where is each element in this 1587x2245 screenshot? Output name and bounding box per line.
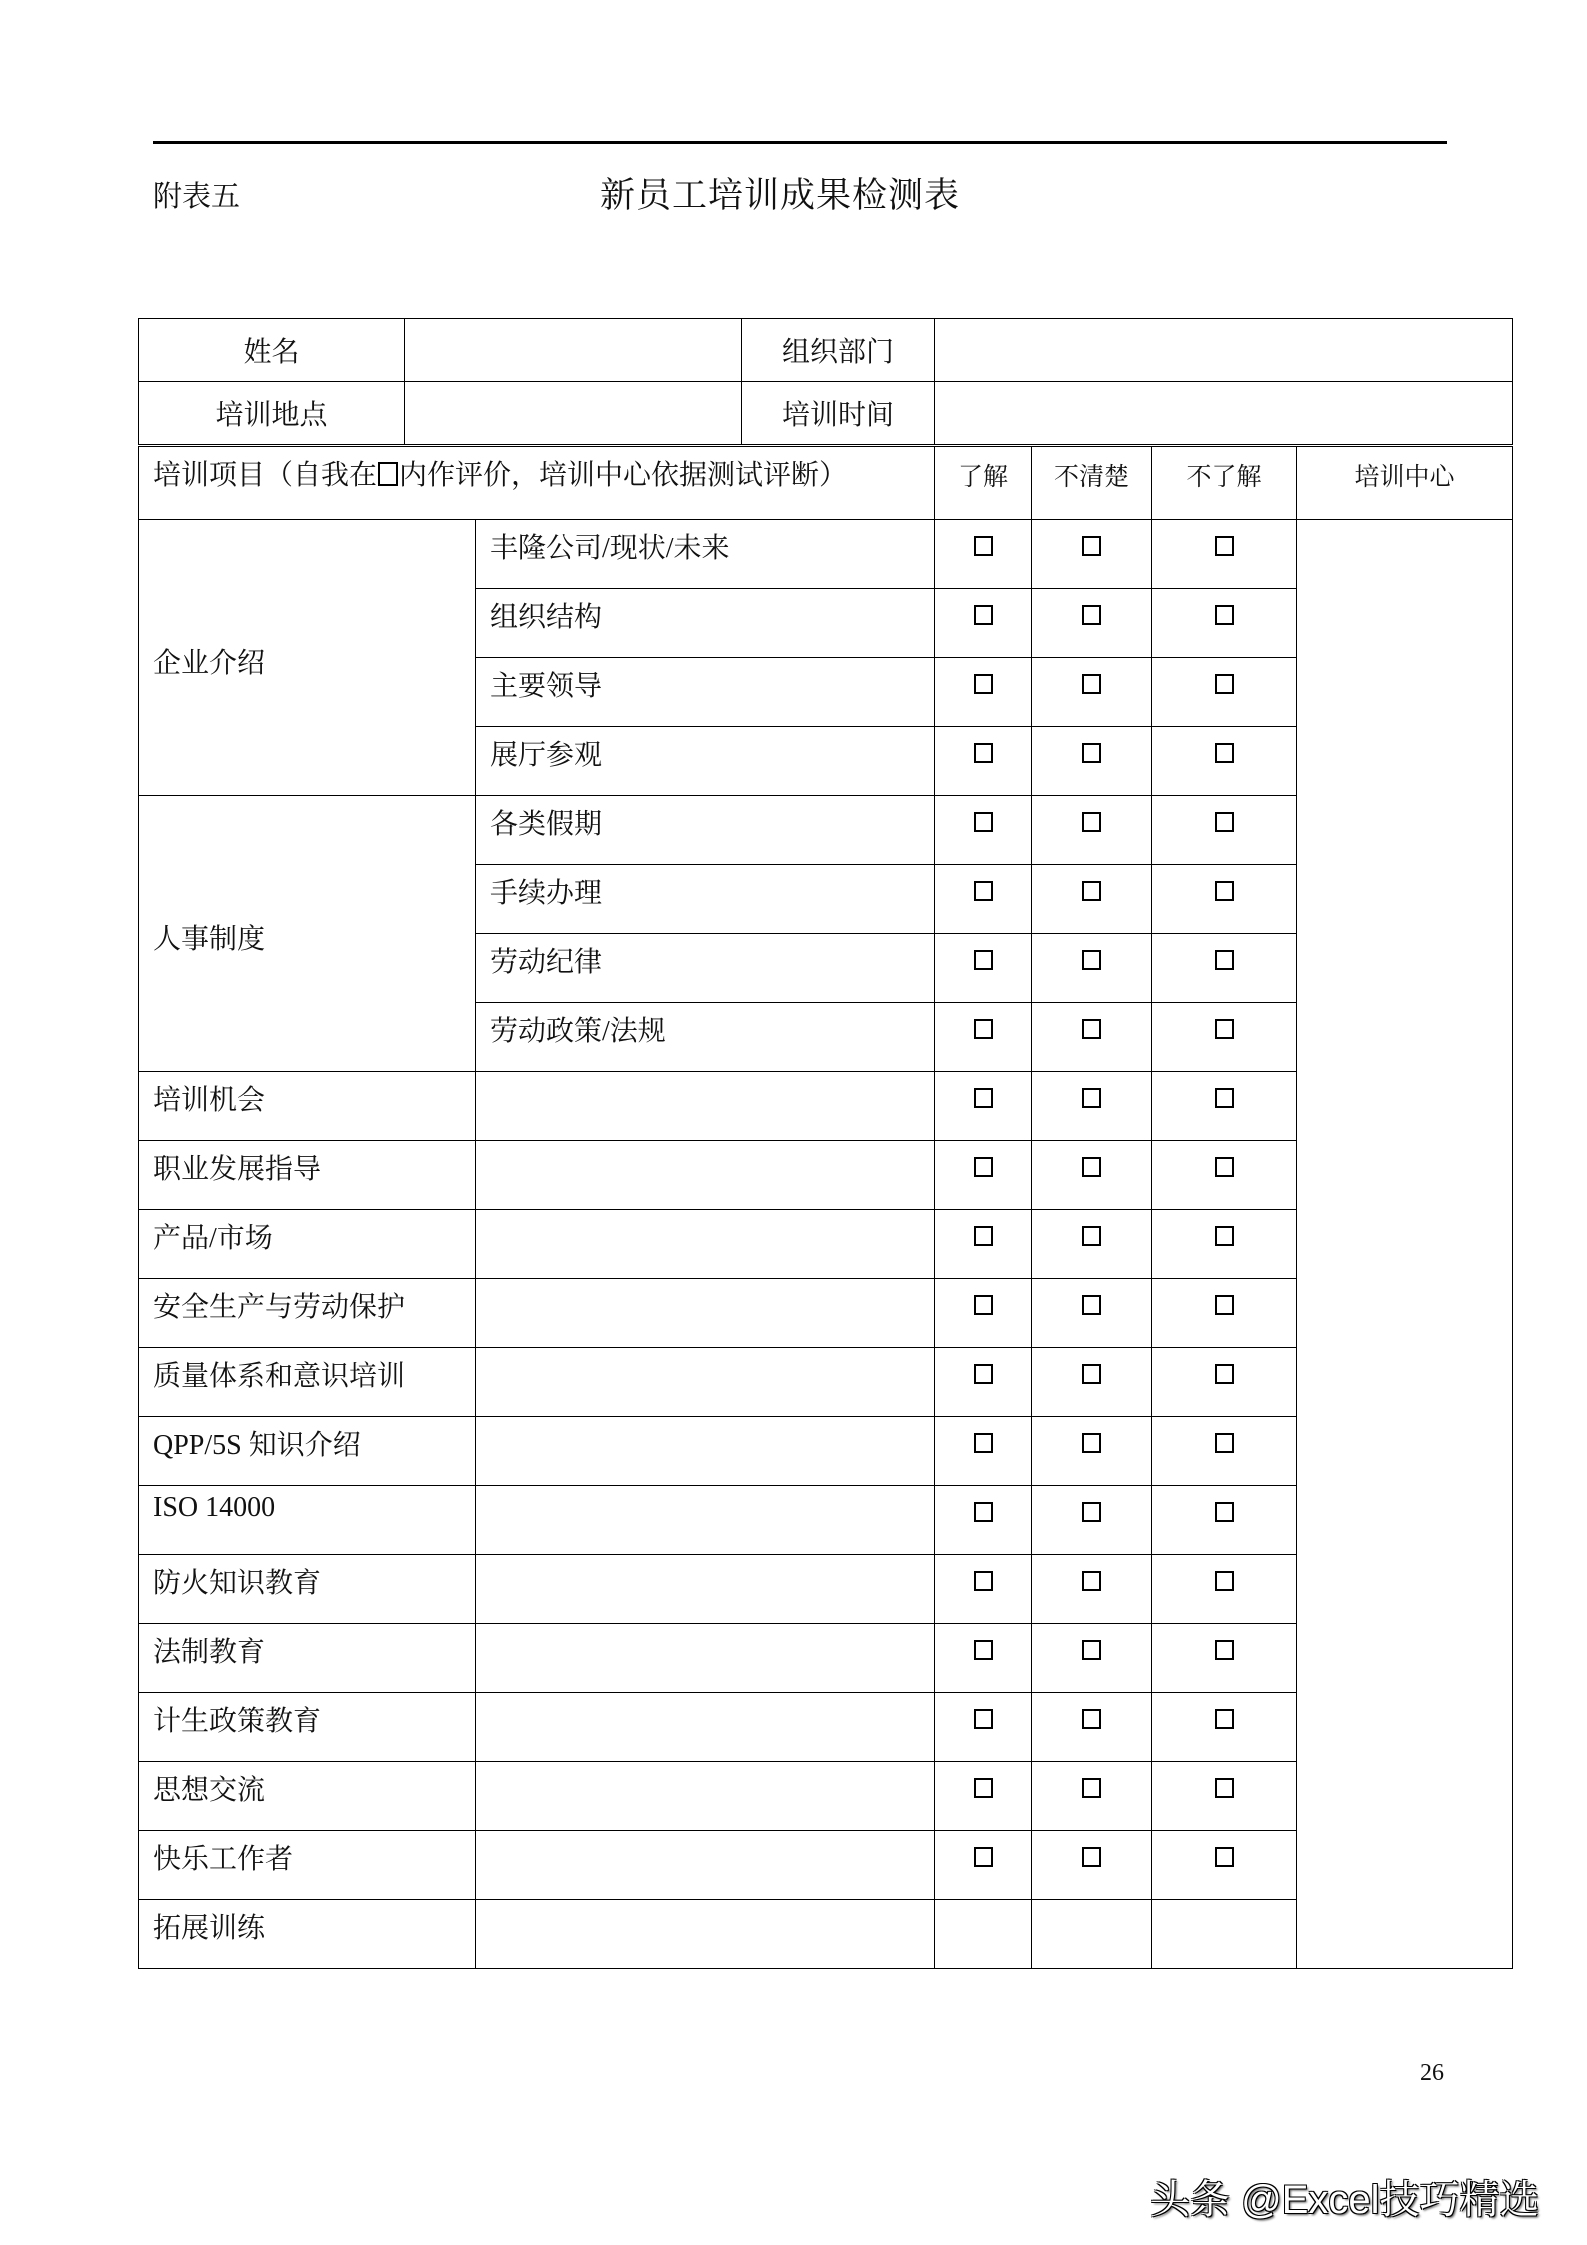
checkbox-cell[interactable] <box>1032 1279 1152 1348</box>
checkbox[interactable] <box>1215 1019 1234 1039</box>
checkbox-cell[interactable] <box>1032 520 1152 589</box>
appendix-label: 附表五 <box>153 181 241 213</box>
checkbox[interactable] <box>974 1019 993 1039</box>
checkbox-cell[interactable] <box>1032 796 1152 865</box>
checkbox-cell[interactable] <box>935 727 1032 796</box>
checkbox[interactable] <box>1215 1847 1234 1867</box>
info-table <box>138 318 1513 445</box>
checkbox[interactable] <box>974 1295 993 1315</box>
item-label: 职业发展指导 <box>139 1141 476 1210</box>
checkbox[interactable] <box>1082 1295 1101 1315</box>
checkbox[interactable] <box>974 1778 993 1798</box>
checkbox[interactable] <box>1215 1226 1234 1246</box>
checkbox[interactable] <box>974 950 993 970</box>
checkbox-cell[interactable] <box>1032 1417 1152 1486</box>
table-row <box>139 520 1513 589</box>
checkbox-cell[interactable] <box>935 1624 1032 1693</box>
checkbox[interactable] <box>1215 674 1234 694</box>
item-label: 劳动纪律 <box>476 934 935 1003</box>
checkbox[interactable] <box>974 1640 993 1660</box>
header-rule <box>153 141 1447 144</box>
checkbox[interactable] <box>1082 950 1101 970</box>
checkbox-cell[interactable] <box>935 1555 1032 1624</box>
item-label: 快乐工作者 <box>139 1831 476 1900</box>
checkbox-cell[interactable] <box>1152 1210 1297 1279</box>
item-detail-cell <box>476 1348 935 1417</box>
item-label: 劳动政策/法规 <box>476 1003 935 1072</box>
checkbox[interactable] <box>974 674 993 694</box>
checkbox-cell[interactable] <box>1032 1624 1152 1693</box>
checkbox-cell[interactable] <box>1032 1486 1152 1555</box>
training-center-cell[interactable] <box>1297 520 1513 1969</box>
checkbox-cell[interactable] <box>935 1210 1032 1279</box>
checkbox-cell[interactable] <box>1032 1831 1152 1900</box>
location-field[interactable] <box>405 382 742 445</box>
checkbox[interactable] <box>1082 1019 1101 1039</box>
item-label: 拓展训练 <box>139 1900 476 1969</box>
item-label: 产品/市场 <box>139 1210 476 1279</box>
checkbox[interactable] <box>1082 1088 1101 1108</box>
checkbox-cell[interactable] <box>1032 1762 1152 1831</box>
item-label: 丰隆公司/现状/未来 <box>476 520 935 589</box>
item-detail-cell <box>476 1417 935 1486</box>
item-label: 培训机会 <box>139 1072 476 1141</box>
checkbox-cell[interactable] <box>1152 520 1297 589</box>
item-label: QPP/5S 知识介绍 <box>139 1417 476 1486</box>
checkbox-cell[interactable] <box>1152 727 1297 796</box>
checkbox[interactable] <box>1082 1778 1101 1798</box>
time-field[interactable] <box>935 382 1513 445</box>
item-detail-cell <box>476 1831 935 1900</box>
checkbox[interactable] <box>974 605 993 625</box>
col-unclear: 不清楚 <box>1032 447 1152 520</box>
col-understand: 了解 <box>935 447 1032 520</box>
checkbox-cell[interactable] <box>935 1072 1032 1141</box>
checkbox[interactable] <box>1215 1571 1234 1591</box>
checkbox[interactable] <box>974 812 993 832</box>
checkbox-cell[interactable] <box>935 865 1032 934</box>
checkbox-cell[interactable] <box>935 589 1032 658</box>
col-not-understand: 不了解 <box>1152 447 1297 520</box>
checkbox-cell[interactable] <box>935 658 1032 727</box>
item-label: ISO 14000 <box>139 1486 476 1555</box>
checkbox-cell[interactable] <box>1152 1762 1297 1831</box>
checkbox[interactable] <box>1082 674 1101 694</box>
item-detail-cell <box>476 1693 935 1762</box>
checkbox-cell[interactable] <box>935 1348 1032 1417</box>
item-detail-cell <box>476 1900 935 1969</box>
checkbox-cell[interactable] <box>1152 1003 1297 1072</box>
checkbox[interactable] <box>1215 605 1234 625</box>
item-detail-cell <box>476 1624 935 1693</box>
checkbox[interactable] <box>1082 881 1101 901</box>
checkbox-cell[interactable] <box>1032 1210 1152 1279</box>
group-label: 企业介绍 <box>139 520 476 796</box>
checkbox-cell <box>1152 1900 1297 1969</box>
checkbox[interactable] <box>974 1364 993 1384</box>
checkbox[interactable] <box>974 1502 993 1522</box>
checkbox[interactable] <box>1215 1364 1234 1384</box>
checkbox[interactable] <box>1082 605 1101 625</box>
checkbox[interactable] <box>974 1157 993 1177</box>
checkbox[interactable] <box>974 536 993 556</box>
training-table <box>138 446 1513 1969</box>
item-detail-cell <box>476 1555 935 1624</box>
checkbox-cell[interactable] <box>1032 1141 1152 1210</box>
checkbox-cell[interactable] <box>1152 1555 1297 1624</box>
group-label: 人事制度 <box>139 796 476 1072</box>
checkbox[interactable] <box>974 1709 993 1729</box>
item-label: 手续办理 <box>476 865 935 934</box>
project-header-suffix: 内作评价，培训中心依据测试评断） <box>399 460 848 491</box>
item-detail-cell <box>476 1210 935 1279</box>
page-title: 新员工培训成果检测表 <box>600 176 961 215</box>
item-label: 各类假期 <box>476 796 935 865</box>
col-training-center: 培训中心 <box>1297 447 1513 520</box>
checkbox[interactable] <box>1082 1640 1101 1660</box>
checkbox-cell[interactable] <box>1152 1486 1297 1555</box>
checkbox[interactable] <box>1082 536 1101 556</box>
checkbox-cell <box>935 1900 1032 1969</box>
checkbox-cell[interactable] <box>1152 1141 1297 1210</box>
checkbox-cell[interactable] <box>1152 1693 1297 1762</box>
checkbox[interactable] <box>1082 1364 1101 1384</box>
checkbox[interactable] <box>974 1847 993 1867</box>
checkbox-cell[interactable] <box>1152 1348 1297 1417</box>
item-label: 展厅参观 <box>476 727 935 796</box>
checkbox[interactable] <box>1082 1847 1101 1867</box>
item-label: 安全生产与劳动保护 <box>139 1279 476 1348</box>
checkbox-icon <box>378 462 398 486</box>
checkbox-cell[interactable] <box>1032 1003 1152 1072</box>
checkbox-cell[interactable] <box>935 1003 1032 1072</box>
checkbox[interactable] <box>1215 1088 1234 1108</box>
dept-label: 组织部门 <box>742 319 935 382</box>
checkbox[interactable] <box>1082 1157 1101 1177</box>
item-label: 组织结构 <box>476 589 935 658</box>
checkbox[interactable] <box>1215 743 1234 763</box>
project-header <box>139 447 935 520</box>
checkbox-cell[interactable] <box>1032 1693 1152 1762</box>
checkbox-cell[interactable] <box>935 934 1032 1003</box>
checkbox[interactable] <box>1215 812 1234 832</box>
checkbox-cell[interactable] <box>1032 934 1152 1003</box>
checkbox[interactable] <box>1082 1571 1101 1591</box>
checkbox[interactable] <box>1215 1640 1234 1660</box>
checkbox-cell[interactable] <box>1152 865 1297 934</box>
checkbox-cell[interactable] <box>1152 1831 1297 1900</box>
checkbox-cell[interactable] <box>935 1141 1032 1210</box>
item-label: 法制教育 <box>139 1624 476 1693</box>
checkbox[interactable] <box>1082 1502 1101 1522</box>
checkbox-cell[interactable] <box>1152 1072 1297 1141</box>
name-label: 姓名 <box>139 319 405 382</box>
checkbox[interactable] <box>974 881 993 901</box>
checkbox-cell[interactable] <box>1032 1072 1152 1141</box>
item-label: 防火知识教育 <box>139 1555 476 1624</box>
checkbox[interactable] <box>974 1226 993 1246</box>
checkbox-cell[interactable] <box>1152 796 1297 865</box>
checkbox-cell[interactable] <box>935 1279 1032 1348</box>
item-detail-cell <box>476 1279 935 1348</box>
checkbox-cell[interactable] <box>935 1831 1032 1900</box>
checkbox-cell[interactable] <box>1152 1279 1297 1348</box>
checkbox-cell[interactable] <box>1152 934 1297 1003</box>
watermark: 头条 @Excel技巧精选 <box>1150 2178 1540 2222</box>
item-detail-cell <box>476 1486 935 1555</box>
item-label: 主要领导 <box>476 658 935 727</box>
checkbox-cell[interactable] <box>1032 727 1152 796</box>
checkbox[interactable] <box>1215 881 1234 901</box>
checkbox-cell[interactable] <box>935 1762 1032 1831</box>
checkbox-cell[interactable] <box>1152 1417 1297 1486</box>
checkbox-cell[interactable] <box>1152 589 1297 658</box>
item-detail-cell <box>476 1072 935 1141</box>
checkbox[interactable] <box>1082 743 1101 763</box>
checkbox[interactable] <box>974 743 993 763</box>
item-label: 质量体系和意识培训 <box>139 1348 476 1417</box>
checkbox-cell <box>1032 1900 1152 1969</box>
item-label: 计生政策教育 <box>139 1693 476 1762</box>
checkbox-cell[interactable] <box>935 1693 1032 1762</box>
checkbox[interactable] <box>1215 1709 1234 1729</box>
checkbox-cell[interactable] <box>1032 1348 1152 1417</box>
checkbox[interactable] <box>1215 536 1234 556</box>
checkbox-cell[interactable] <box>1032 658 1152 727</box>
checkbox[interactable] <box>1215 950 1234 970</box>
checkbox[interactable] <box>974 1088 993 1108</box>
location-label: 培训地点 <box>139 382 405 445</box>
checkbox-cell[interactable] <box>1032 865 1152 934</box>
checkbox-cell[interactable] <box>1032 1555 1152 1624</box>
name-field[interactable] <box>405 319 742 382</box>
checkbox[interactable] <box>1215 1295 1234 1315</box>
checkbox[interactable] <box>1215 1778 1234 1798</box>
dept-field[interactable] <box>935 319 1513 382</box>
checkbox-cell[interactable] <box>1152 658 1297 727</box>
checkbox[interactable] <box>974 1433 993 1453</box>
time-label: 培训时间 <box>742 382 935 445</box>
checkbox[interactable] <box>1215 1157 1234 1177</box>
item-detail-cell <box>476 1762 935 1831</box>
checkbox[interactable] <box>1082 1709 1101 1729</box>
project-header-prefix: 培训项目（自我在 <box>153 460 378 491</box>
checkbox-cell[interactable] <box>935 796 1032 865</box>
checkbox[interactable] <box>1215 1502 1234 1522</box>
item-detail-cell <box>476 1141 935 1210</box>
checkbox-cell[interactable] <box>935 1486 1032 1555</box>
checkbox-cell[interactable] <box>1032 589 1152 658</box>
checkbox[interactable] <box>1082 1433 1101 1453</box>
checkbox[interactable] <box>1082 812 1101 832</box>
checkbox-cell[interactable] <box>935 1417 1032 1486</box>
item-label: 思想交流 <box>139 1762 476 1831</box>
checkbox[interactable] <box>1082 1226 1101 1246</box>
checkbox[interactable] <box>974 1571 993 1591</box>
checkbox[interactable] <box>1215 1433 1234 1453</box>
checkbox-cell[interactable] <box>1152 1624 1297 1693</box>
checkbox-cell[interactable] <box>935 520 1032 589</box>
page-number: 26 <box>1420 2060 1444 2086</box>
